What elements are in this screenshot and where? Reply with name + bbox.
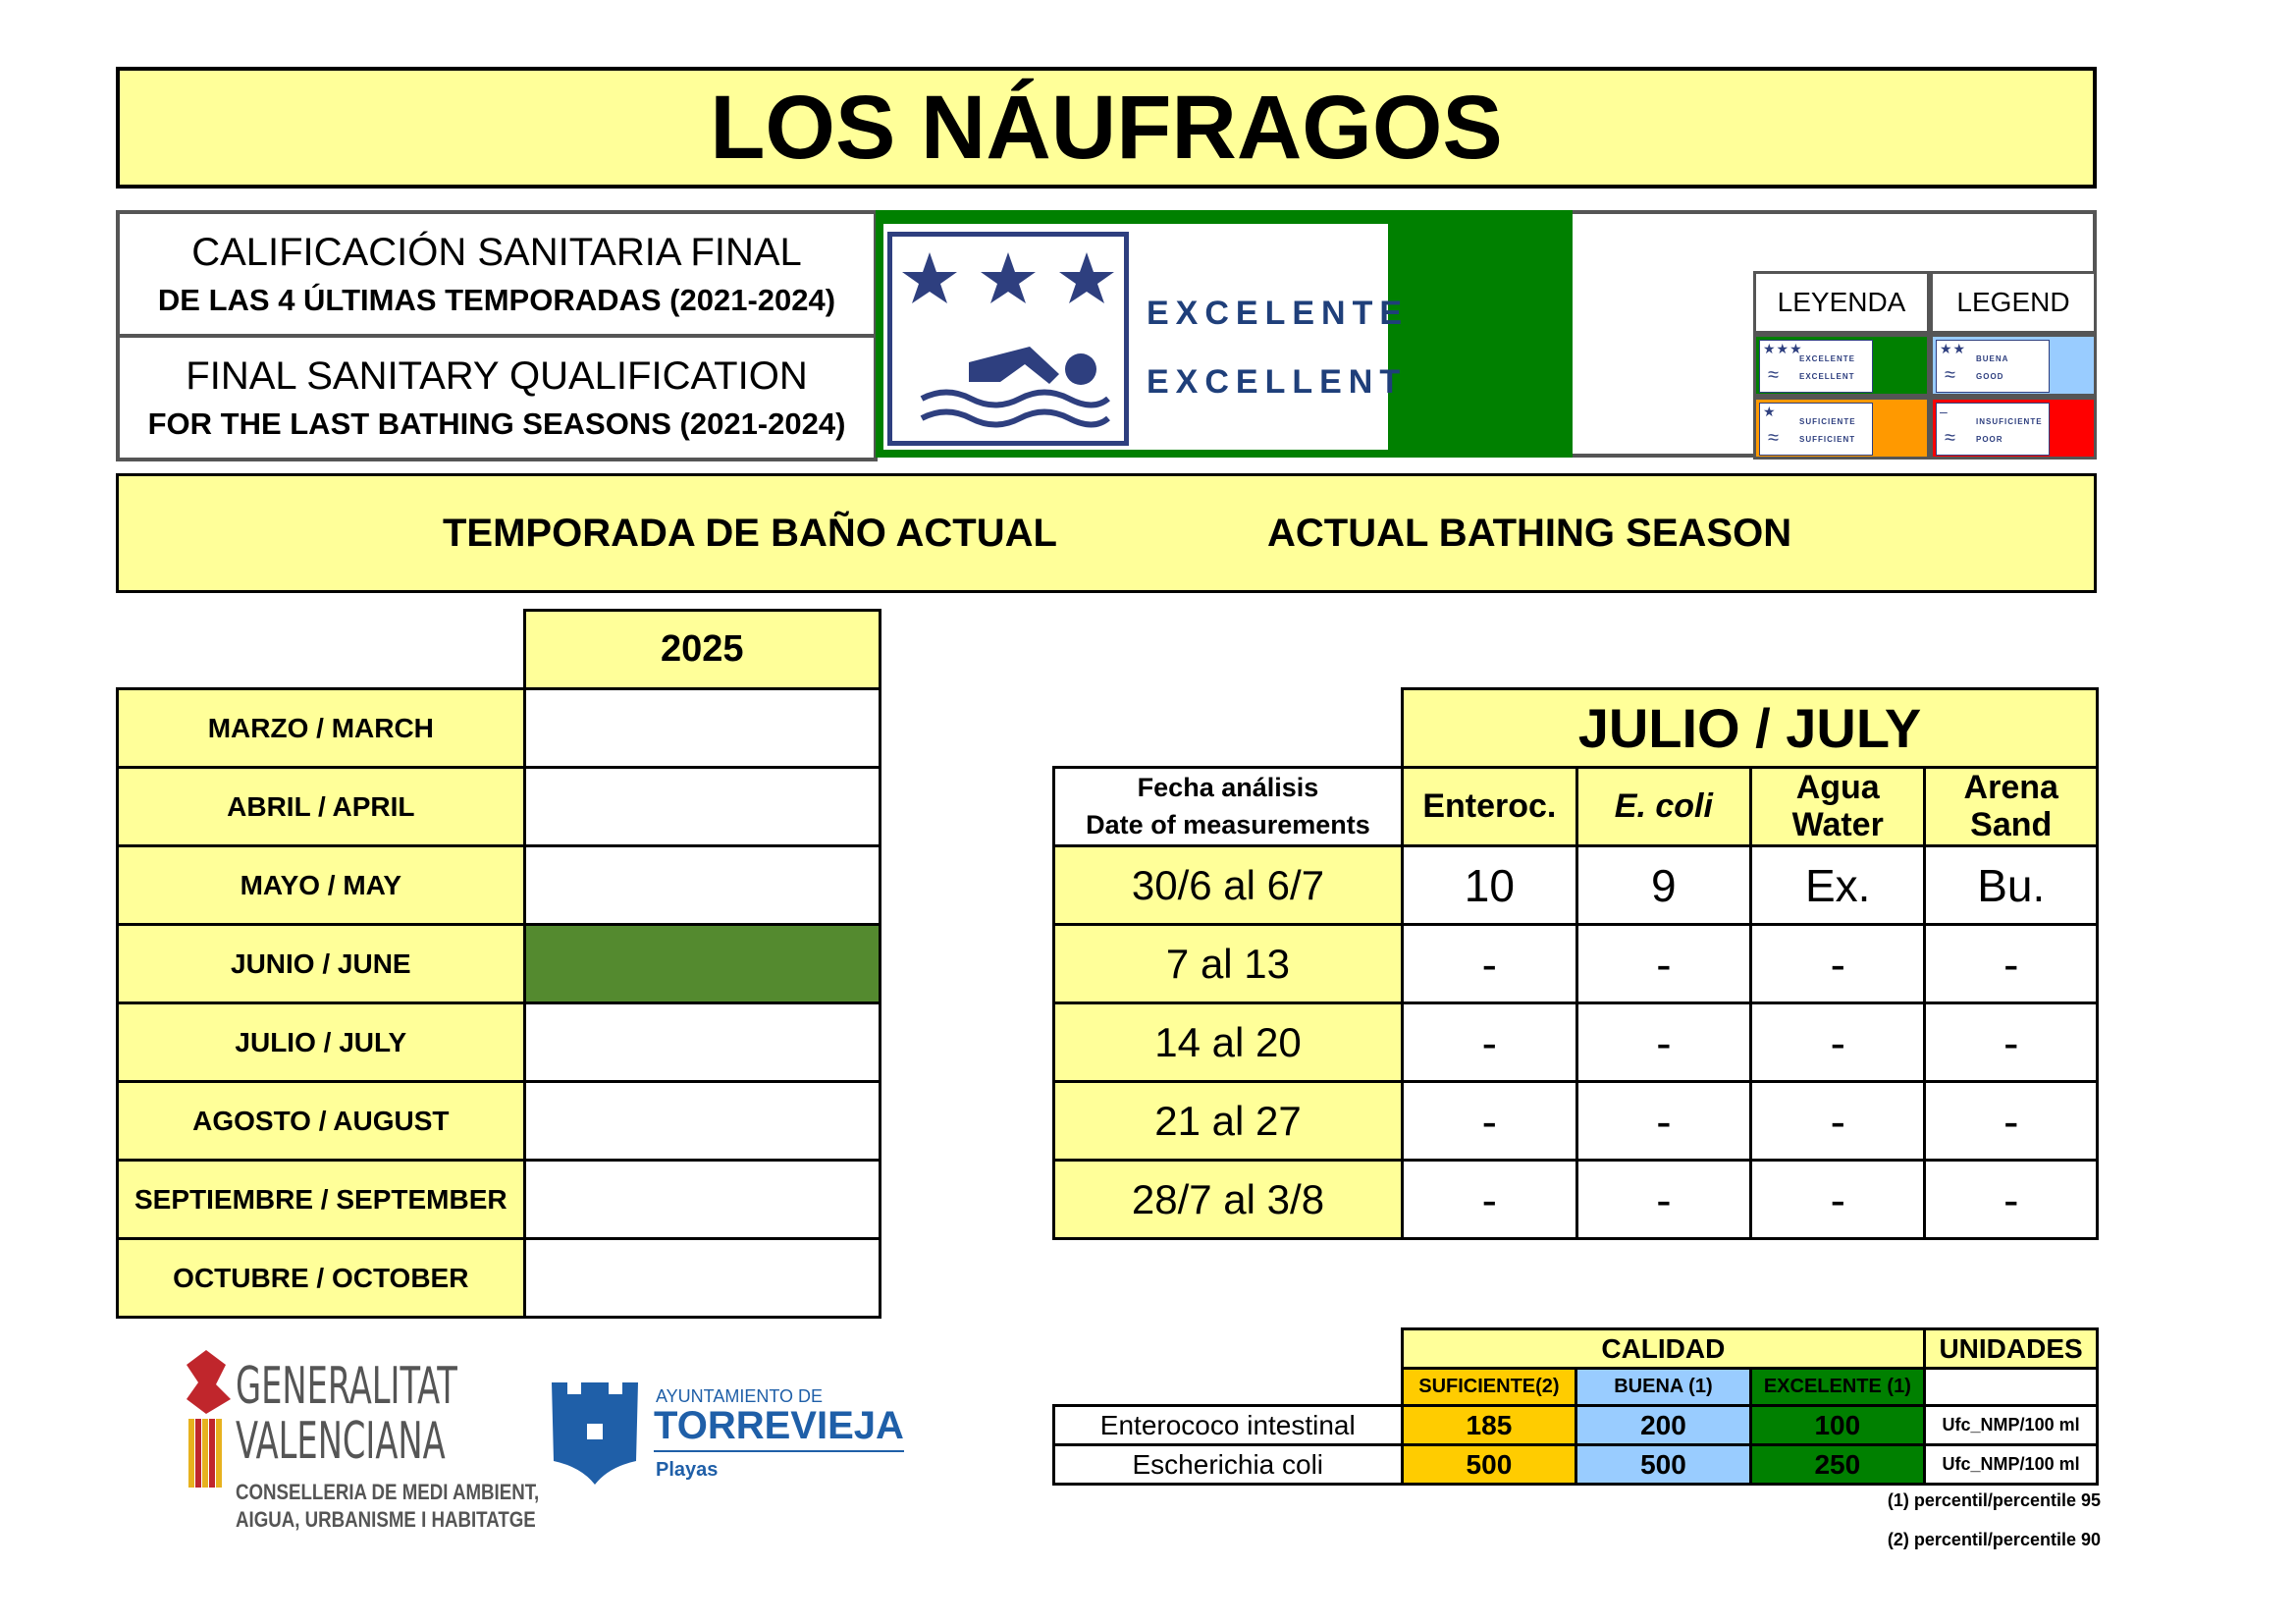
sand-value: Bu. <box>1925 846 2098 925</box>
month-status-cell <box>524 846 880 925</box>
enteroc-value: - <box>1402 1161 1576 1239</box>
enteroc-value: - <box>1402 1082 1576 1161</box>
legend-label-es: SUFICIENTE <box>1799 417 1856 426</box>
torrevieja-line3: Playas <box>656 1459 719 1481</box>
enteroc-value: - <box>1402 1003 1576 1082</box>
legend-label-en: SUFFICIENT <box>1799 435 1856 444</box>
legend-badge <box>1759 403 1873 456</box>
month-label: MARZO / MARCH <box>118 689 525 768</box>
legend-label-es: EXCELENTE <box>1799 354 1856 363</box>
measurement-row <box>1054 925 2098 1003</box>
unit-value: Ufc_NMP/100 ml <box>1925 1406 2098 1445</box>
july-table <box>1052 687 2099 1240</box>
date-column-header <box>1054 768 1403 846</box>
month-status-cell <box>524 689 880 768</box>
ecoli-value: - <box>1576 1003 1750 1082</box>
quality-row <box>1054 1445 2098 1485</box>
legend-item <box>1930 334 2097 397</box>
excelente-value: 250 <box>1750 1445 1925 1485</box>
generalitat-conselleria <box>236 1479 539 1534</box>
legend-label-es: BUENA <box>1976 354 2009 363</box>
rating-en-label: EXCELLENT <box>1147 363 1408 401</box>
legend-badge <box>1936 403 2050 456</box>
legend-label-en: GOOD <box>1976 372 2004 381</box>
month-row <box>118 1239 881 1318</box>
year-header: 2025 <box>524 611 880 689</box>
unit-value: Ufc_NMP/100 ml <box>1925 1445 2098 1485</box>
water-header-en: Water <box>1791 805 1884 843</box>
month-row <box>118 1082 881 1161</box>
qualification-en-line1: FINAL SANITARY QUALIFICATION <box>186 353 808 398</box>
measurement-date: 28/7 al 3/8 <box>1054 1161 1403 1239</box>
season-en-label: ACTUAL BATHING SEASON <box>1267 512 1792 555</box>
month-row <box>118 925 881 1003</box>
legend-swimmer-icon: ≈ <box>1768 364 1779 386</box>
ecoli-value: - <box>1576 1161 1750 1239</box>
measurement-row <box>1054 846 2098 925</box>
sand-value: - <box>1925 1082 2098 1161</box>
excelente-value: 100 <box>1750 1406 1925 1445</box>
month-label: SEPTIEMBRE / SEPTEMBER <box>118 1161 525 1239</box>
torrevieja-line1: AYUNTAMIENTO DE <box>656 1386 824 1406</box>
quality-row <box>1054 1406 2098 1445</box>
measurement-date: 30/6 al 6/7 <box>1054 846 1403 925</box>
swimmer-three-stars-icon <box>887 232 1129 446</box>
excelente-header: EXCELENTE (1) <box>1750 1369 1925 1406</box>
measurement-row <box>1054 1003 2098 1082</box>
measurement-row <box>1054 1161 2098 1239</box>
legend-badge <box>1936 340 2050 393</box>
july-month-header: JULIO / JULY <box>1402 689 2097 768</box>
season-bar <box>116 473 2097 593</box>
legend-swimmer-icon: ≈ <box>1945 364 1955 386</box>
measurement-date: 21 al 27 <box>1054 1082 1403 1161</box>
water-value: - <box>1750 1003 1924 1082</box>
measurement-date: 7 al 13 <box>1054 925 1403 1003</box>
sand-header-en: Sand <box>1970 805 2053 843</box>
ecoli-value: - <box>1576 925 1750 1003</box>
legend-title-en: LEGEND <box>1930 271 2097 334</box>
rating-es-label: EXCELENTE <box>1147 295 1410 332</box>
legend-badge <box>1759 340 1873 393</box>
footnote-2: (2) percentil/percentile 90 <box>1887 1530 2101 1549</box>
date-header-es: Fecha análisis <box>1137 772 1319 802</box>
measurement-row <box>1054 1082 2098 1161</box>
qualification-es-box <box>116 210 878 338</box>
month-status-cell <box>524 1003 880 1082</box>
legend-item <box>1753 334 1930 397</box>
ecoli-value: - <box>1576 1082 1750 1161</box>
month-label: JUNIO / JUNE <box>118 925 525 1003</box>
legend-stars-icon: – <box>1940 404 1949 419</box>
month-status-cell <box>524 1161 880 1239</box>
gva-line1: GENERALITAT <box>236 1357 457 1416</box>
parameter-name: Enterococo intestinal <box>1054 1406 1403 1445</box>
measurement-date: 14 al 20 <box>1054 1003 1403 1082</box>
month-row <box>118 1003 881 1082</box>
water-value: - <box>1750 1161 1924 1239</box>
unidades-header: UNIDADES <box>1925 1329 2098 1369</box>
footnote-1: (1) percentil/percentile 95 <box>1887 1490 2101 1510</box>
enteroc-value: - <box>1402 925 1576 1003</box>
sand-header-es: Arena <box>1963 769 2058 807</box>
suficiente-header: SUFICIENTE(2) <box>1402 1369 1576 1406</box>
legend-item <box>1753 397 1930 460</box>
water-header-es: Agua <box>1795 769 1880 807</box>
enteroc-header: Enteroc. <box>1402 768 1576 846</box>
month-status-cell <box>524 925 880 1003</box>
legend-title-es: LEYENDA <box>1753 271 1930 334</box>
suficiente-value: 500 <box>1402 1445 1576 1485</box>
month-row <box>118 689 881 768</box>
suficiente-value: 185 <box>1402 1406 1576 1445</box>
torrevieja-line2: TORREVIEJA <box>654 1404 904 1452</box>
months-table <box>116 609 881 1319</box>
enteroc-value: 10 <box>1402 846 1576 925</box>
water-value: - <box>1750 1082 1924 1161</box>
gva-line3: CONSELLERIA DE MEDI AMBIENT, <box>236 1480 540 1504</box>
legend-stars-icon: ★★★ <box>1763 341 1803 356</box>
gva-line2: VALENCIANA <box>236 1412 446 1471</box>
legend-item <box>1930 397 2097 460</box>
season-es-label: TEMPORADA DE BAÑO ACTUAL <box>443 512 1057 555</box>
legend-stars-icon: ★★ <box>1940 341 1967 356</box>
buena-value: 500 <box>1576 1445 1750 1485</box>
month-label: JULIO / JULY <box>118 1003 525 1082</box>
sand-value: - <box>1925 1003 2098 1082</box>
month-label: MAYO / MAY <box>118 846 525 925</box>
ecoli-value: 9 <box>1576 846 1750 925</box>
legend-swimmer-icon: ≈ <box>1768 427 1779 449</box>
water-value: - <box>1750 925 1924 1003</box>
buena-header: BUENA (1) <box>1576 1369 1750 1406</box>
generalitat-logo-text <box>236 1359 457 1469</box>
sand-value: - <box>1925 925 2098 1003</box>
month-label: ABRIL / APRIL <box>118 768 525 846</box>
page-title: LOS NÁUFRAGOS <box>116 67 2097 189</box>
legend-label-en: EXCELLENT <box>1799 372 1855 381</box>
sand-value: - <box>1925 1161 2098 1239</box>
qualification-es-line1: CALIFICACIÓN SANITARIA FINAL <box>191 230 802 274</box>
generalitat-logo-icon <box>177 1345 236 1492</box>
legend-stars-icon: ★ <box>1763 404 1777 419</box>
parameter-name: Escherichia coli <box>1054 1445 1403 1485</box>
month-row <box>118 846 881 925</box>
water-header <box>1750 768 1924 846</box>
ecoli-header: E. coli <box>1576 768 1750 846</box>
buena-value: 200 <box>1576 1406 1750 1445</box>
month-status-cell <box>524 1082 880 1161</box>
qualification-es-line2: DE LAS 4 ÚLTIMAS TEMPORADAS (2021-2024) <box>157 282 836 317</box>
calidad-header: CALIDAD <box>1402 1329 1925 1369</box>
legend-swimmer-icon: ≈ <box>1945 427 1955 449</box>
month-row <box>118 1161 881 1239</box>
sand-header <box>1925 768 2098 846</box>
month-row <box>118 768 881 846</box>
legend-label-en: POOR <box>1976 435 2003 444</box>
month-label: AGOSTO / AUGUST <box>118 1082 525 1161</box>
water-value: Ex. <box>1750 846 1924 925</box>
qualification-en-line2: FOR THE LAST BATHING SEASONS (2021-2024) <box>147 406 846 441</box>
month-label: OCTUBRE / OCTOBER <box>118 1239 525 1318</box>
month-status-cell <box>524 1239 880 1318</box>
gva-line4: AIGUA, URBANISME I HABITATGE <box>236 1507 536 1532</box>
date-header-en: Date of measurements <box>1086 809 1370 839</box>
legend-label-es: INSUFICIENTE <box>1976 417 2043 426</box>
qualification-en-box <box>116 334 878 461</box>
month-status-cell <box>524 768 880 846</box>
quality-table <box>1052 1327 2099 1486</box>
torrevieja-tower-icon <box>550 1382 640 1487</box>
